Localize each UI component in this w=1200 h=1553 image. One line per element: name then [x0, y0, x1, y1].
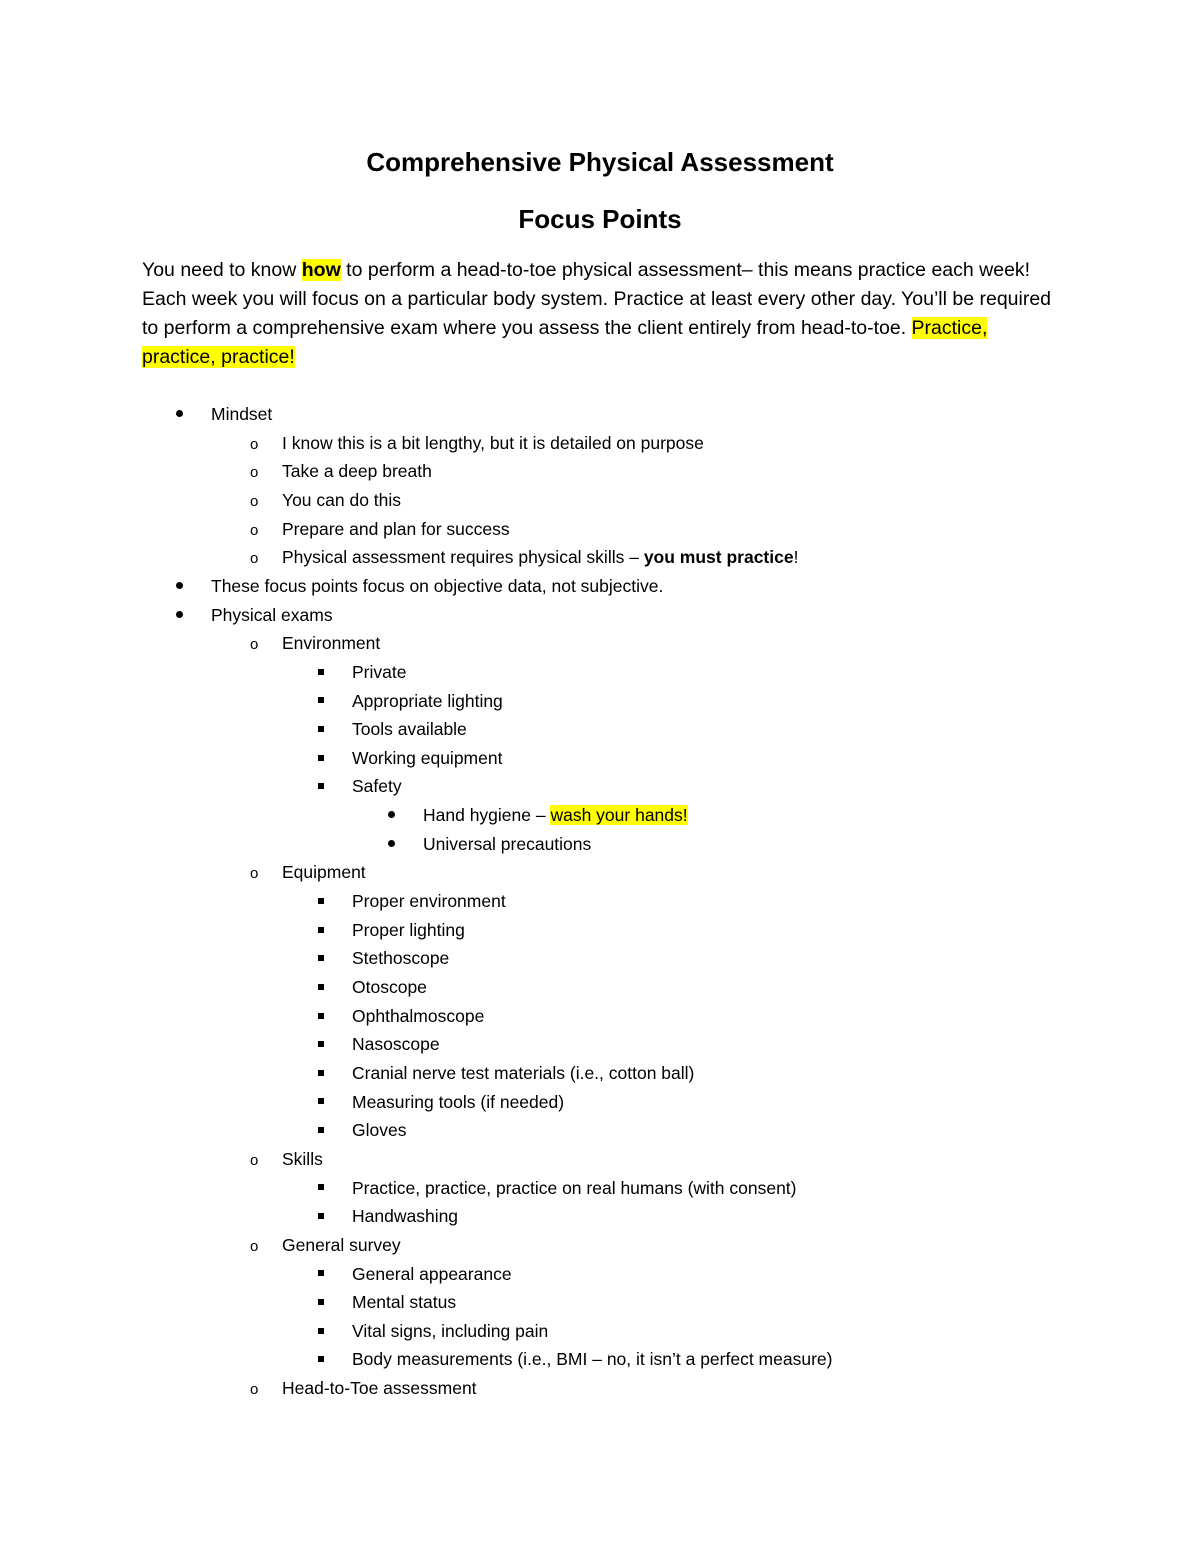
circle-bullet-icon: o [250, 464, 259, 482]
square-bullet-icon [318, 887, 324, 915]
outline-item-text [211, 400, 272, 428]
outline-item-label: Ophthalmoscope [352, 1005, 485, 1026]
outline-item-text [352, 744, 502, 772]
outline-item-label: Body measurements (i.e., BMI – no, it isn’t a perfect measure) [352, 1349, 833, 1370]
outline-item-text [352, 1030, 440, 1058]
outline-item-label: Cranial nerve test materials (i.e., cotton ball) [352, 1062, 695, 1083]
square-bullet-icon [318, 1202, 324, 1230]
outline-item-text [352, 658, 406, 686]
outline-item-label: Head-to-Toe assessment [282, 1378, 477, 1399]
square-bullet-icon [318, 1260, 324, 1288]
dot-bullet-icon [176, 572, 183, 600]
outline-item-text [282, 1231, 401, 1259]
outline-item-label: Physical assessment requires physical skills – [282, 547, 644, 568]
square-bullet-icon [318, 1059, 324, 1087]
outline-item-label: Physical exams [211, 604, 333, 625]
outline-item-label: Take a deep breath [282, 461, 432, 482]
outline-item-text [282, 515, 510, 543]
outline-item-label: Equipment [282, 862, 366, 883]
outline-item-text [282, 858, 366, 886]
outline-item-text [352, 1202, 458, 1230]
outline-item-suffix: ! [793, 547, 799, 568]
outline-item-label: Universal precautions [423, 833, 592, 854]
outline-item-text [423, 801, 688, 829]
circle-bullet-icon: o [250, 1237, 259, 1255]
circle-bullet-icon: o [250, 1381, 259, 1399]
outline-item-label: I know this is a bit lengthy, but it is detailed on purpose [282, 432, 704, 453]
outline-item-label: Appropriate lighting [352, 690, 503, 711]
outline-item-text [352, 1260, 512, 1288]
circle-bullet-icon: o [250, 521, 259, 539]
outline-item-label: Skills [282, 1148, 323, 1169]
outline-item-text [352, 1174, 797, 1202]
circle-bullet-icon: o [250, 636, 259, 654]
square-bullet-icon [318, 715, 324, 743]
outline-item-label: Mental status [352, 1292, 457, 1313]
square-bullet-icon [318, 687, 324, 715]
intro-paragraph [142, 256, 1052, 372]
square-bullet-icon [318, 1088, 324, 1116]
outline-item-label: General survey [282, 1234, 401, 1255]
dot-bullet-icon [388, 801, 395, 829]
outline-item-label: Otoscope [352, 977, 427, 997]
outline-item-label: Practice, practice, practice on real humans (with consent) [352, 1177, 797, 1198]
square-bullet-icon [318, 1345, 324, 1373]
page-title: Comprehensive Physical Assessment [366, 147, 834, 177]
outline-item-text [352, 715, 467, 743]
outline-item-text [352, 944, 449, 972]
intro-text-1: You need to know [142, 259, 302, 281]
outline-item-label: Measuring tools (if needed) [352, 1091, 565, 1112]
outline-item-text [352, 916, 465, 944]
intro-highlight-how: how [301, 259, 341, 281]
outline-item-text [282, 1374, 477, 1402]
outline-item-text [211, 601, 333, 629]
dot-bullet-icon [176, 601, 183, 629]
square-bullet-icon [318, 944, 324, 972]
outline-item-text [352, 1288, 456, 1316]
outline-item-text [282, 486, 401, 514]
circle-bullet-icon: o [250, 865, 259, 883]
square-bullet-icon [318, 1174, 324, 1202]
square-bullet-icon [318, 744, 324, 772]
square-bullet-icon [318, 658, 324, 686]
outline-item-label: Tools available [352, 719, 467, 740]
outline-item-text [352, 1116, 406, 1144]
outline-item-text [352, 1345, 832, 1373]
outline-item-label: Hand hygiene – [423, 805, 551, 826]
square-bullet-icon [318, 916, 324, 944]
square-bullet-icon [318, 772, 324, 800]
page-subtitle: Focus Points [518, 204, 682, 234]
outline-item-highlight: wash your hands! [550, 805, 688, 826]
outline-item-text [352, 1059, 694, 1087]
outline-item-label: You can do this [282, 489, 402, 510]
outline-item-text [282, 543, 798, 571]
circle-bullet-icon: o [250, 492, 259, 510]
square-bullet-icon [318, 1030, 324, 1058]
outline-item-text [352, 1317, 548, 1345]
dot-bullet-icon [388, 830, 395, 858]
outline-item-label: Private [352, 661, 407, 682]
outline-item-emphasis: you must practice [643, 547, 794, 568]
circle-bullet-icon: o [250, 550, 259, 568]
outline-item-label: Vital signs, including pain [352, 1320, 549, 1341]
circle-bullet-icon: o [250, 435, 259, 453]
outline-item-label: Mindset [211, 404, 273, 424]
outline-item-text [352, 1088, 564, 1116]
outline-item-text [352, 887, 506, 915]
outline-item-label: Working equipment [352, 747, 503, 768]
outline-item-label: Handwashing [352, 1206, 459, 1227]
outline-item-text [282, 1145, 323, 1173]
outline-item-text [211, 572, 663, 600]
outline-item-label: These focus points focus on objective data, not subjective. [211, 575, 664, 596]
outline-item-label: Proper environment [352, 891, 506, 912]
dot-bullet-icon [176, 400, 183, 428]
outline-item-text [352, 1002, 484, 1030]
outline-item-text [282, 457, 432, 485]
outline-item-text [282, 629, 380, 657]
square-bullet-icon [318, 973, 324, 1001]
square-bullet-icon [318, 1116, 324, 1144]
outline-item-label: Safety [352, 776, 402, 797]
outline-item-label: Stethoscope [352, 948, 450, 969]
outline-item-label: Prepare and plan for success [282, 518, 510, 539]
outline-item-label: Gloves [352, 1120, 407, 1141]
outline-item-text [352, 772, 402, 800]
outline-item-text [423, 830, 591, 858]
square-bullet-icon [318, 1002, 324, 1030]
outline-item-label: Environment [282, 633, 381, 654]
outline-item-text [282, 429, 704, 457]
square-bullet-icon [318, 1288, 324, 1316]
circle-bullet-icon: o [250, 1151, 259, 1169]
outline-item-label: Nasoscope [352, 1034, 440, 1055]
intro-highlight-practice: Practice, practice, practice! [142, 317, 988, 368]
outline-item-label: General appearance [352, 1263, 512, 1284]
outline-item-text [352, 687, 503, 715]
outline-item-label: Proper lighting [352, 919, 465, 940]
intro-text-2: to perform a head-to-toe physical assessment– this means practice each week! Each week you will focus on a particular body system. Practice at least every other day. You’ll be required to perform a comprehensive exam where you assess the client entirely from head-to-toe. [142, 259, 1052, 339]
square-bullet-icon [318, 1317, 324, 1345]
outline-item-text [352, 973, 427, 1001]
